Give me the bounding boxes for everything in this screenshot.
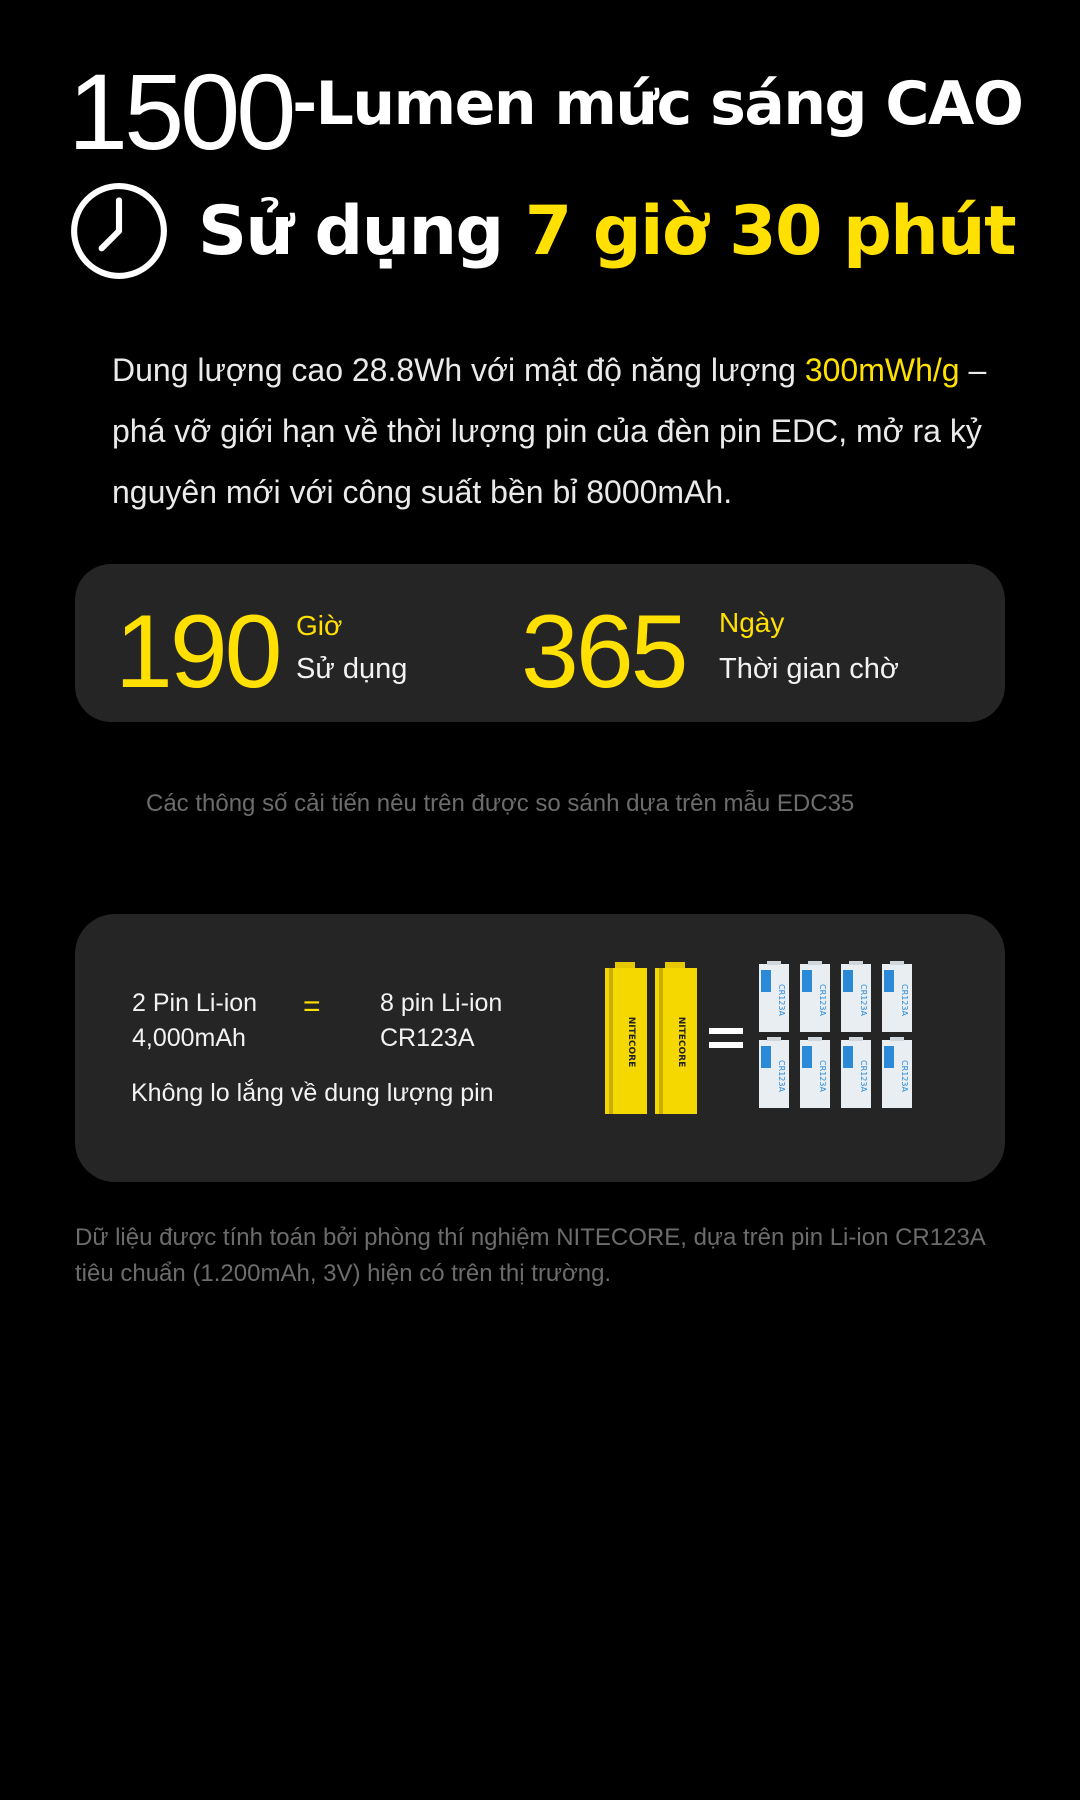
intro-paragraph — [112, 340, 1012, 523]
cr123a-label: CR123A — [777, 984, 786, 1016]
lumen-number: 1500 — [68, 51, 293, 172]
intro-text-1: Dung lượng cao 28.8Wh với mật độ năng lượng — [112, 352, 805, 388]
left-battery-type: 2 Pin Li-ion — [132, 989, 258, 1017]
cr123a-battery-icon — [759, 961, 789, 1032]
cr123a-label: CR123A — [777, 1060, 786, 1092]
runtime-headline — [68, 176, 1015, 286]
stat-value: 365 — [521, 594, 686, 710]
cr123a-battery-icon — [759, 1037, 789, 1108]
intro-text-2: – phá vỡ giới hạn về thời lượng pin của đèn pin EDC, mở ra kỷ nguyên mới với công suất bền bỉ 8000mAh. — [112, 352, 987, 510]
comparison-note: Các thông số cải tiến nêu trên được so sánh dựa trên mẫu EDC35 — [146, 790, 855, 817]
footnote: Dữ liệu được tính toán bởi phòng thí nghiệm NITECORE, dựa trên pin Li-ion CR123A tiêu chuẩn (1.200mAh, 3V) hiện có trên thị trường. — [75, 1224, 985, 1287]
li-ion-battery-icon — [605, 962, 647, 1114]
lumen-text: -Lumen mức sáng CAO — [292, 69, 1023, 139]
stat-label: Thời gian chờ — [719, 653, 899, 685]
energy-density-highlight: 300mWh/g — [804, 352, 960, 388]
cr123a-battery-icon — [882, 961, 912, 1032]
runtime-prefix: Sử dụng — [198, 191, 503, 271]
stat-standby — [521, 564, 1005, 722]
battery-caption: Không lo lắng về dung lượng pin — [131, 1079, 494, 1107]
equals-sign: = — [303, 990, 321, 1023]
cr123a-battery-icon — [841, 961, 871, 1032]
cr123a-label: CR123A — [900, 1060, 909, 1092]
clock-icon — [68, 180, 170, 282]
battery-comparison-card — [75, 914, 1005, 1182]
lumen-headline — [68, 52, 1068, 172]
cr123a-label: CR123A — [900, 984, 909, 1016]
li-ion-battery-icon — [655, 962, 697, 1114]
stats-card — [75, 564, 1005, 722]
cr123a-label: CR123A — [859, 1060, 868, 1092]
runtime-highlight: 7 giờ 30 phút — [524, 191, 1016, 271]
svg-text:NITECORE: NITECORE — [676, 1016, 686, 1068]
cr123a-label: CR123A — [859, 984, 868, 1016]
stat-value: 190 — [115, 594, 280, 710]
cr123a-label: CR123A — [818, 1060, 827, 1092]
stat-unit: Ngày — [719, 607, 785, 638]
cr123a-battery-icon — [882, 1037, 912, 1108]
right-battery-model: CR123A — [380, 1024, 475, 1052]
svg-text:NITECORE: NITECORE — [626, 1016, 636, 1068]
cr123a-battery-icon — [800, 1037, 830, 1108]
stat-usage — [75, 564, 535, 722]
cr123a-battery-icon — [800, 961, 830, 1032]
equals-icon — [709, 1028, 743, 1048]
stat-label: Sử dụng — [296, 653, 408, 685]
cr123a-battery-icon — [841, 1037, 871, 1108]
cr123a-label: CR123A — [818, 984, 827, 1016]
cr123a-cells-grid — [759, 961, 912, 1108]
right-battery-spec — [380, 986, 502, 1056]
left-battery-capacity: 4,000mAh — [132, 1024, 246, 1052]
stat-unit: Giờ — [296, 610, 343, 641]
battery-comparison-illustration — [605, 958, 925, 1118]
left-battery-spec — [132, 986, 257, 1056]
right-battery-type: 8 pin Li-ion — [380, 989, 503, 1017]
